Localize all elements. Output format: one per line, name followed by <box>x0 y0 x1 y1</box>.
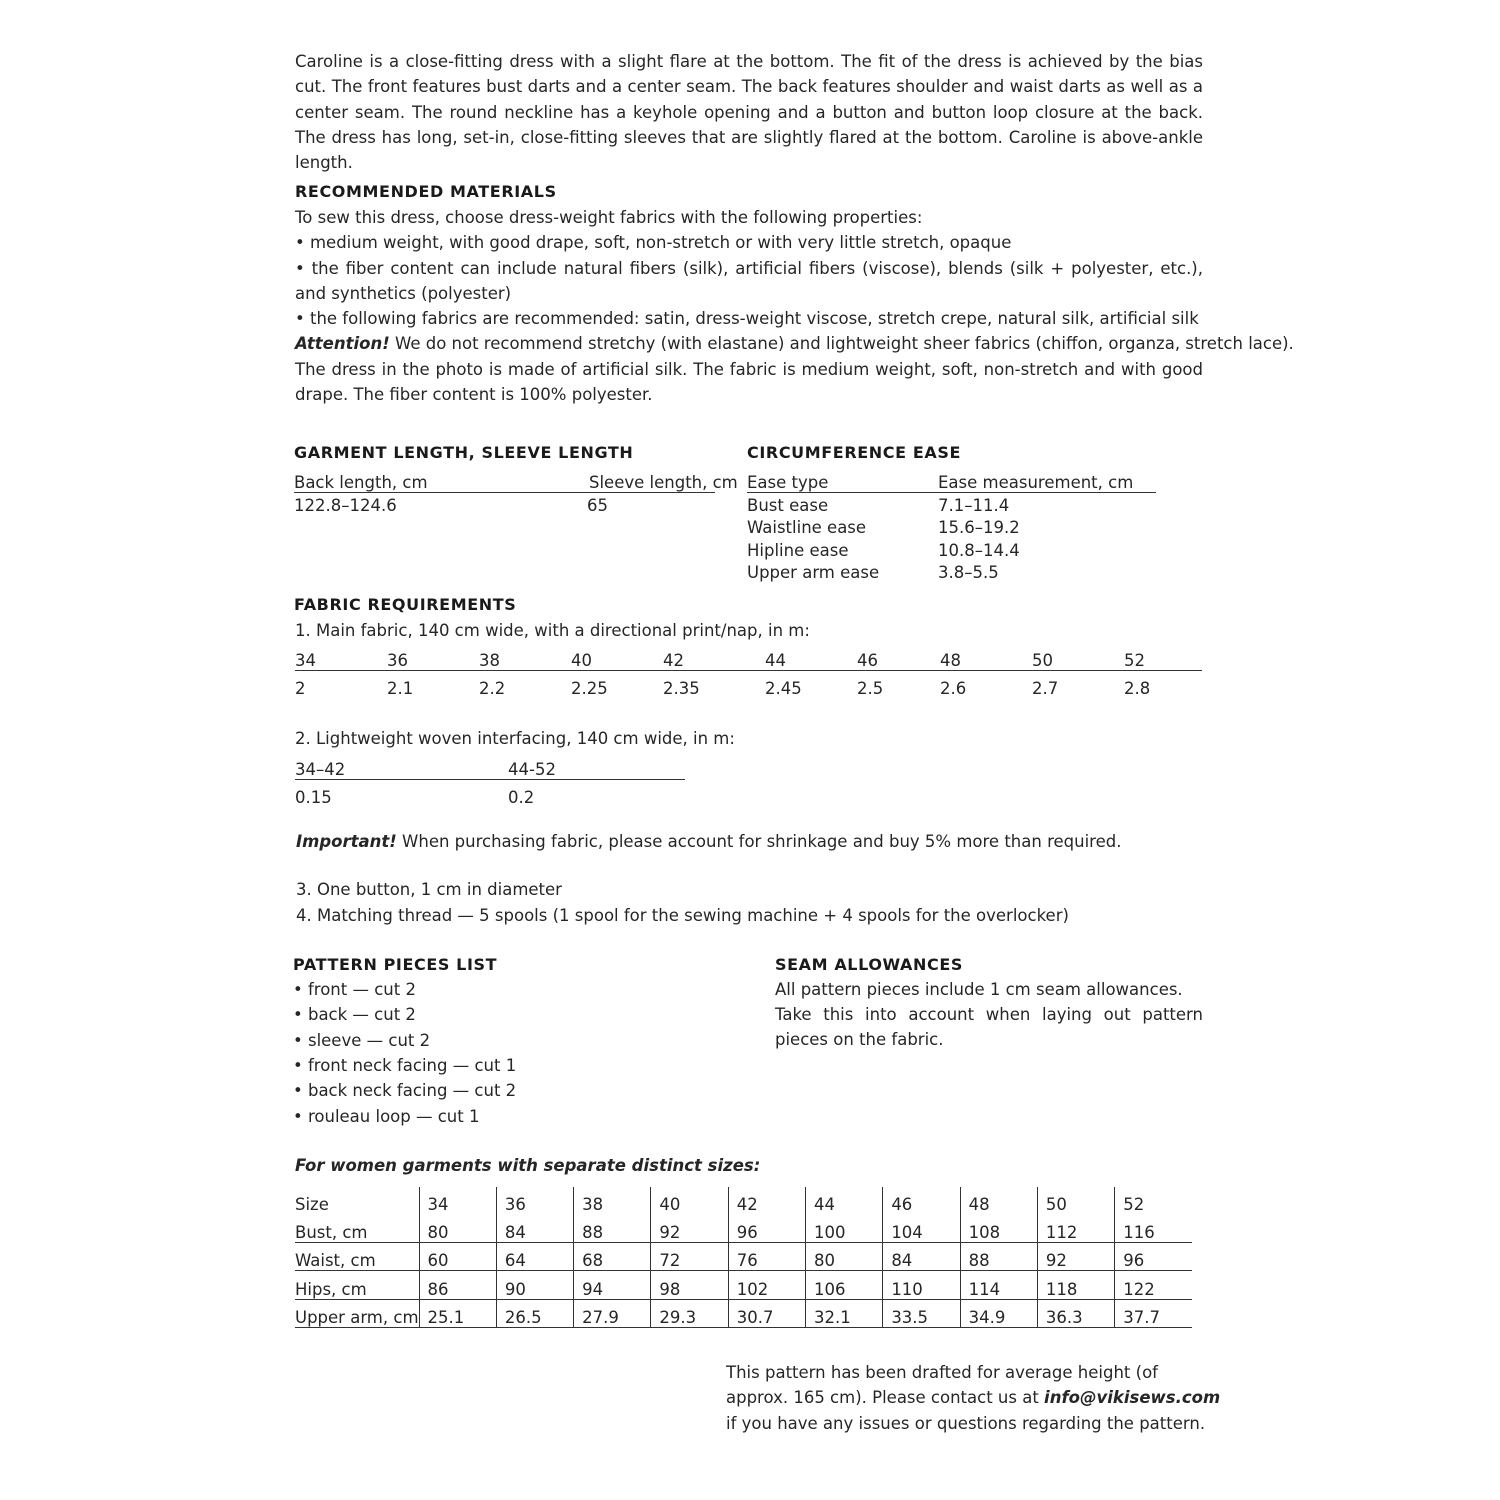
interfacing-size: 34–42 <box>295 760 346 779</box>
size-chart-cell: 72 <box>651 1242 728 1270</box>
attention-label: Attention! <box>295 334 390 353</box>
size-chart-cell: 37.7 <box>1115 1299 1192 1327</box>
size-chart-cell: 96 <box>1115 1242 1192 1270</box>
size-chart-cell: 48 <box>960 1187 1037 1214</box>
main-fabric-value: 2 <box>295 679 306 698</box>
attention-note <box>295 331 1294 356</box>
size-chart-cell: 60 <box>419 1242 496 1270</box>
thread-item: 4. Matching thread — 5 spools (1 spool for the sewing machine + 4 spools for the overlocker) <box>296 906 1069 925</box>
size-chart-cell: 36 <box>496 1187 573 1214</box>
size-chart-cell: 25.1 <box>419 1299 496 1327</box>
garment-length-heading: GARMENT LENGTH, SLEEVE LENGTH <box>294 443 634 462</box>
ease-value: 7.1–11.4 <box>938 496 1010 515</box>
seam-heading: SEAM ALLOWANCES <box>775 955 964 974</box>
size-chart-cell: 30.7 <box>728 1299 805 1327</box>
important-note <box>296 829 1121 854</box>
main-fabric-size: 48 <box>940 651 961 670</box>
size-chart-caption: For women garments with separate distinct sizes: <box>295 1156 761 1175</box>
main-fabric-size: 40 <box>571 651 592 670</box>
size-chart-cell: 96 <box>728 1214 805 1242</box>
photo-note: The dress in the photo is made of artificial silk. The fabric is medium weight, soft, non-stretch and with good drape. The fiber content is 100% polyester. <box>295 360 1203 405</box>
pattern-pieces-heading: PATTERN PIECES LIST <box>293 955 498 974</box>
size-chart-cell: 80 <box>806 1242 883 1270</box>
footer-line-2 <box>726 1385 1221 1410</box>
size-chart-row-label: Bust, cm <box>295 1214 419 1242</box>
ease-type: Upper arm ease <box>747 563 880 582</box>
size-chart-row <box>295 1299 1192 1327</box>
main-fabric-size: 34 <box>295 651 316 670</box>
size-chart-cell: 102 <box>728 1271 805 1299</box>
size-chart-cell: 92 <box>651 1214 728 1242</box>
main-fabric-size: 50 <box>1032 651 1053 670</box>
interfacing-label: 2. Lightweight woven interfacing, 140 cm wide, in m: <box>295 729 735 748</box>
size-chart-cell: 52 <box>1115 1187 1192 1214</box>
important-text: When purchasing fabric, please account for shrinkage and buy 5% more than required. <box>396 832 1122 851</box>
ease-type: Bust ease <box>747 496 829 515</box>
interfacing-value: 0.2 <box>508 788 535 807</box>
ease-value: 3.8–5.5 <box>938 563 999 582</box>
size-chart-cell: 114 <box>960 1271 1037 1299</box>
size-chart-cell: 100 <box>806 1214 883 1242</box>
sleeve-length-header: Sleeve length, cm <box>589 473 738 492</box>
size-chart-cell: 106 <box>806 1271 883 1299</box>
pattern-piece-item: • front — cut 2 <box>293 980 416 999</box>
ease-value: 15.6–19.2 <box>938 518 1020 537</box>
size-chart-cell: 104 <box>883 1214 960 1242</box>
size-chart-cell: 46 <box>883 1187 960 1214</box>
pattern-piece-item: • rouleau loop — cut 1 <box>293 1107 480 1126</box>
fabric-heading: FABRIC REQUIREMENTS <box>294 595 517 614</box>
size-chart-cell: 27.9 <box>574 1299 651 1327</box>
size-chart-cell: 84 <box>883 1242 960 1270</box>
pattern-piece-item: • front neck facing — cut 1 <box>293 1056 517 1075</box>
interfacing-value: 0.15 <box>295 788 332 807</box>
materials-heading: RECOMMENDED MATERIALS <box>295 182 557 201</box>
size-chart-cell: 92 <box>1037 1242 1114 1270</box>
main-fabric-value: 2.8 <box>1124 679 1151 698</box>
size-chart-cell: 29.3 <box>651 1299 728 1327</box>
size-chart-cell: 84 <box>496 1214 573 1242</box>
back-length-header: Back length, cm <box>294 473 428 492</box>
pattern-piece-item: • back neck facing — cut 2 <box>293 1081 517 1100</box>
back-length-value: 122.8–124.6 <box>294 496 397 515</box>
main-fabric-value: 2.7 <box>1032 679 1059 698</box>
main-fabric-size: 46 <box>857 651 878 670</box>
attention-text: We do not recommend stretchy (with elastane) and lightweight sheer fabrics (chiffon, organza, stretch lace). <box>389 334 1294 353</box>
main-fabric-rule <box>295 670 1202 671</box>
size-chart-cell: 122 <box>1115 1271 1192 1299</box>
footer-line-3: if you have any issues or questions regarding the pattern. <box>726 1413 1206 1433</box>
size-chart-row <box>295 1271 1192 1299</box>
size-chart-cell: 64 <box>496 1242 573 1270</box>
size-chart-cell: 40 <box>651 1187 728 1214</box>
size-chart-row <box>295 1187 1192 1214</box>
size-chart-row <box>295 1242 1192 1270</box>
size-chart-cell: 90 <box>496 1271 573 1299</box>
ease-value: 10.8–14.4 <box>938 541 1020 560</box>
important-label: Important! <box>296 832 397 851</box>
size-chart-cell: 50 <box>1037 1187 1114 1214</box>
main-fabric-value: 2.35 <box>663 679 700 698</box>
main-fabric-value: 2.6 <box>940 679 967 698</box>
size-chart-cell: 108 <box>960 1214 1037 1242</box>
size-chart-row-label: Upper arm, cm <box>295 1299 419 1327</box>
contact-email-link[interactable]: info@vikisews.com <box>1044 1388 1221 1408</box>
size-chart-cell: 76 <box>728 1242 805 1270</box>
size-chart-cell: 26.5 <box>496 1299 573 1327</box>
main-fabric-size: 38 <box>479 651 500 670</box>
size-chart-cell: 118 <box>1037 1271 1114 1299</box>
main-fabric-value: 2.45 <box>765 679 802 698</box>
pattern-piece-item: • back — cut 2 <box>293 1005 416 1024</box>
footer-line-2-text: approx. 165 cm). Please contact us at <box>726 1388 1045 1408</box>
size-chart-cell: 86 <box>419 1271 496 1299</box>
footer-note <box>726 1360 1221 1436</box>
size-chart-table <box>295 1187 1192 1328</box>
main-fabric-value: 2.1 <box>387 679 414 698</box>
size-chart-cell: 116 <box>1115 1214 1192 1242</box>
seam-line-1: All pattern pieces include 1 cm seam allowances. <box>775 980 1183 999</box>
size-chart-cell: 38 <box>574 1187 651 1214</box>
materials-bullet-3: • the following fabrics are recommended: satin, dress-weight viscose, stretch crepe, natural silk, artificial silk <box>295 309 1199 328</box>
main-fabric-size: 42 <box>663 651 684 670</box>
main-fabric-size: 52 <box>1124 651 1145 670</box>
interfacing-size: 44-52 <box>508 760 556 779</box>
circumference-heading: CIRCUMFERENCE EASE <box>747 443 961 462</box>
size-chart-row <box>295 1214 1192 1242</box>
size-chart-cell: 68 <box>574 1242 651 1270</box>
main-fabric-size: 36 <box>387 651 408 670</box>
size-chart-cell: 34 <box>419 1187 496 1214</box>
size-chart-cell: 94 <box>574 1271 651 1299</box>
main-fabric-size: 44 <box>765 651 786 670</box>
main-fabric-value: 2.25 <box>571 679 608 698</box>
interfacing-rule <box>295 779 685 780</box>
size-chart-row-label: Size <box>295 1195 329 1215</box>
garment-length-rule <box>294 492 715 493</box>
main-fabric-value: 2.2 <box>479 679 506 698</box>
pattern-piece-item: • sleeve — cut 2 <box>293 1031 431 1050</box>
button-item: 3. One button, 1 cm in diameter <box>296 880 562 899</box>
size-chart-cell: 44 <box>806 1187 883 1214</box>
size-chart-cell: 110 <box>883 1271 960 1299</box>
footer-line-1: This pattern has been drafted for average height (of <box>726 1363 1158 1382</box>
size-chart-cell: 42 <box>728 1187 805 1214</box>
size-chart-cell: 88 <box>574 1214 651 1242</box>
ease-type: Waistline ease <box>747 518 867 537</box>
sleeve-length-value: 65 <box>587 496 608 515</box>
materials-intro: To sew this dress, choose dress-weight fabrics with the following properties: <box>295 208 923 227</box>
circumference-rule <box>747 492 1156 493</box>
size-chart-row-label: Waist, cm <box>295 1242 419 1270</box>
intro-paragraph: Caroline is a close-fitting dress with a slight flare at the bottom. The fit of the dress is achieved by the bias cut. The front features bust darts and a center seam. The back features shoulder and waist darts as well as a center seam. The round neckline has a keyhole opening and a button and button loop closure at the back. The dress has long, set-in, close-fitting sleeves that are slightly flared at the bottom. Caroline is above-ankle length. <box>295 52 1203 173</box>
size-chart-cell: 33.5 <box>883 1299 960 1327</box>
size-chart-cell: 80 <box>419 1214 496 1242</box>
size-chart-cell: 98 <box>651 1271 728 1299</box>
materials-bullet-1: • medium weight, with good drape, soft, non-stretch or with very little stretch, opaque <box>295 233 1012 252</box>
size-chart-row-label: Hips, cm <box>295 1271 419 1299</box>
ease-type-header: Ease type <box>747 473 829 492</box>
main-fabric-value: 2.5 <box>857 679 884 698</box>
size-chart-cell: 34.9 <box>960 1299 1037 1327</box>
size-chart-cell: 88 <box>960 1242 1037 1270</box>
main-fabric-label: 1. Main fabric, 140 cm wide, with a directional print/nap, in m: <box>295 621 810 640</box>
seam-line-2: Take this into account when laying out pattern pieces on the fabric. <box>775 1005 1203 1050</box>
size-chart-cell: 32.1 <box>806 1299 883 1327</box>
materials-bullet-2: • the fiber content can include natural fibers (silk), artificial fibers (viscose), blends (silk + polyester, etc.), and synthetics (polyester) <box>295 259 1203 304</box>
size-chart-cell: 112 <box>1037 1214 1114 1242</box>
ease-type: Hipline ease <box>747 541 849 560</box>
ease-measurement-header: Ease measurement, cm <box>938 473 1134 492</box>
size-chart-cell: 36.3 <box>1037 1299 1114 1327</box>
